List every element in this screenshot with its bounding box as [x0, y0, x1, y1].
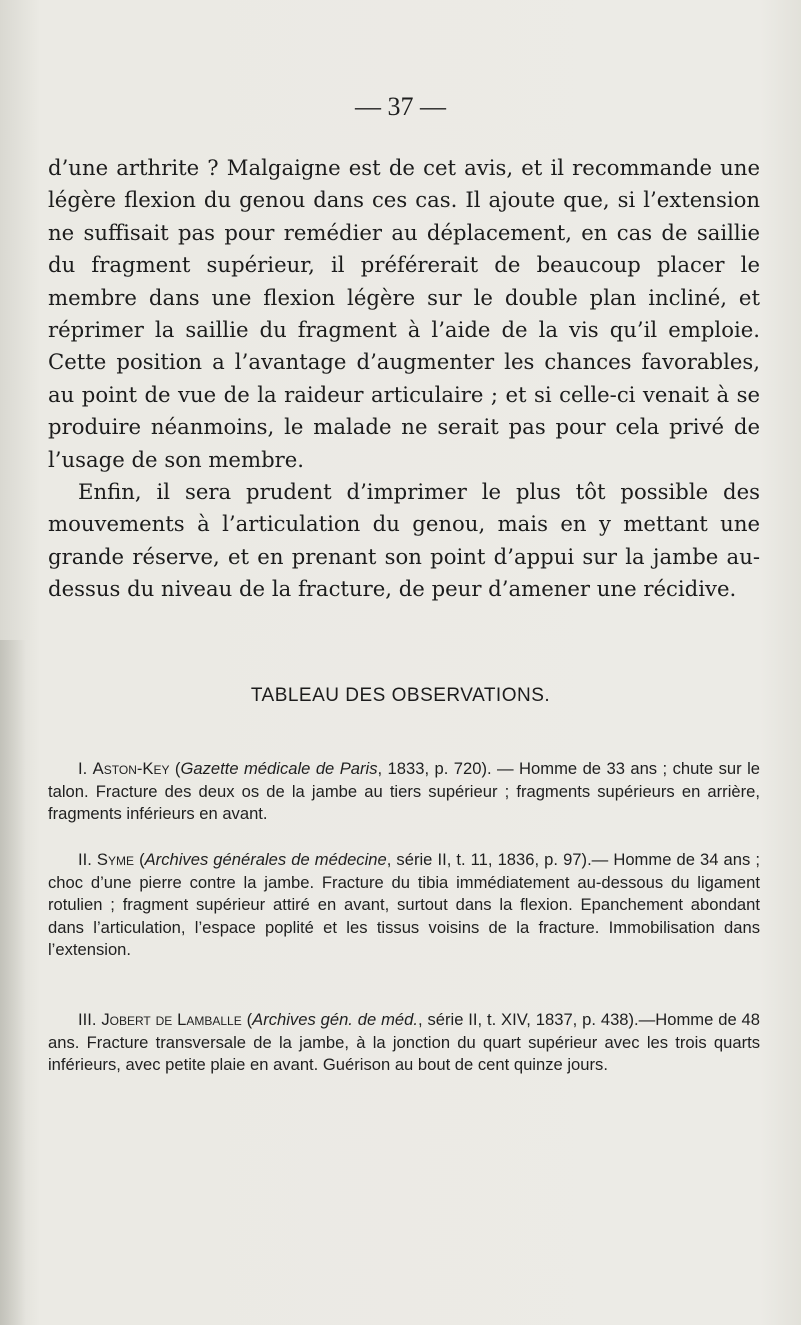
paragraph: Enfin, il sera prudent d’imprimer le plus tôt possible des mouvements à l’articulation du genou, mais en y mettant une grande réserve, et en prenant son point d’appui sur la jambe au-dessus du niveau de la fracture, de peur d’amener une récidive. — [48, 479, 760, 602]
observation-number: III. — [78, 1010, 97, 1029]
observation-source: Gazette médicale de Paris — [180, 759, 378, 778]
observation-author: Aston-Key — [92, 759, 170, 778]
observation-text: , série II, t. XIV, 1837, p. 438).—Homme de 48 ans. Fracture transversale de la jambe, à la jonction du quart supérieur avec les trois quarts inférieurs, avec petite plaie en avant. Guérison au bout de cent quinze jours. — [48, 1010, 760, 1075]
page-number: — 37 — — [355, 92, 446, 121]
paragraph: d’une arthrite ? Malgaigne est de cet avis, et il recommande une légère flexion du genou dans ces cas. Il ajoute que, si l’extension ne suffisait pas pour remédier au déplacement, en cas de saillie du fragment supérieur, il préférerait de beaucoup placer le membre dans une flexion légère sur le double plan incliné, et réprimer la saillie du fragment à l’aide de la vis qu’il emploie. Cette position a l’avantage d’augmenter les chances favorables, au point de vue de la raideur articulaire ; et si celle-ci venait à se produire néanmoins, le malade ne serait pas pour cela privé de l’usage de son membre. — [48, 155, 760, 472]
observation-number: II. — [78, 850, 92, 869]
observation-entry: III. Jobert de Lamballe (Archives gén. de méd., série II, t. XIV, 1837, p. 438).—Homme de 48 ans. Fracture transversale de la jambe, à la jonction du quart supérieur avec les trois quarts inférieurs, avec petite plaie en avant. Guérison au bout de cent quinze jours. — [48, 1010, 760, 1075]
observation-entry: I. Aston-Key (Gazette médicale de Paris, 1833, p. 720). — Homme de 33 ans ; chute sur le talon. Fracture des deux os de la jambe au tiers supérieur ; fragments supérieurs en arrière, fragments inférieurs en avant. — [48, 759, 760, 824]
observation-text: , série II, t. 11, 1836, p. 97).— Homme de 34 ans ; choc d’une pierre contre la jambe. Fracture du tibia immédiatement au-dessous du ligament rotulien ; fragment supérieur attiré en avant, surtout dans la flexion. Epanchement abondant dans l’articulation, l’espace poplité et les tissus voisins de la fracture. Immobilisation dans l’extension. — [48, 850, 760, 960]
observation-source: Archives gén. de méd. — [252, 1010, 418, 1029]
observation-entry: II. Syme (Archives générales de médecine, série II, t. 11, 1836, p. 97).— Homme de 34 ans ; choc d’une pierre contre la jambe. Fracture du tibia immédiatement au-dessous du ligament rotulien ; fragment supérieur attiré en avant, surtout dans la flexion. Epanchement abondant dans l’articulation, l’espace poplité et les tissus voisins de la fracture. Immobilisation dans l’extension. — [48, 850, 760, 960]
main-text — [48, 152, 760, 606]
observation-number: I. — [78, 759, 88, 778]
observation-author: Syme — [96, 850, 134, 869]
page-edge-shadow — [0, 640, 26, 1325]
section-title: TABLEAU DES OBSERVATIONS. — [250, 685, 551, 706]
observation-text: , 1833, p. 720). — Homme de 33 ans ; chute sur le talon. Fracture des deux os de la jambe au tiers supérieur ; fragments supérieurs en arrière, fragments inférieurs en avant. — [48, 759, 760, 824]
observation-author: Jobert de Lamballe — [101, 1010, 242, 1029]
observation-source: Archives générales de médecine — [144, 850, 387, 869]
